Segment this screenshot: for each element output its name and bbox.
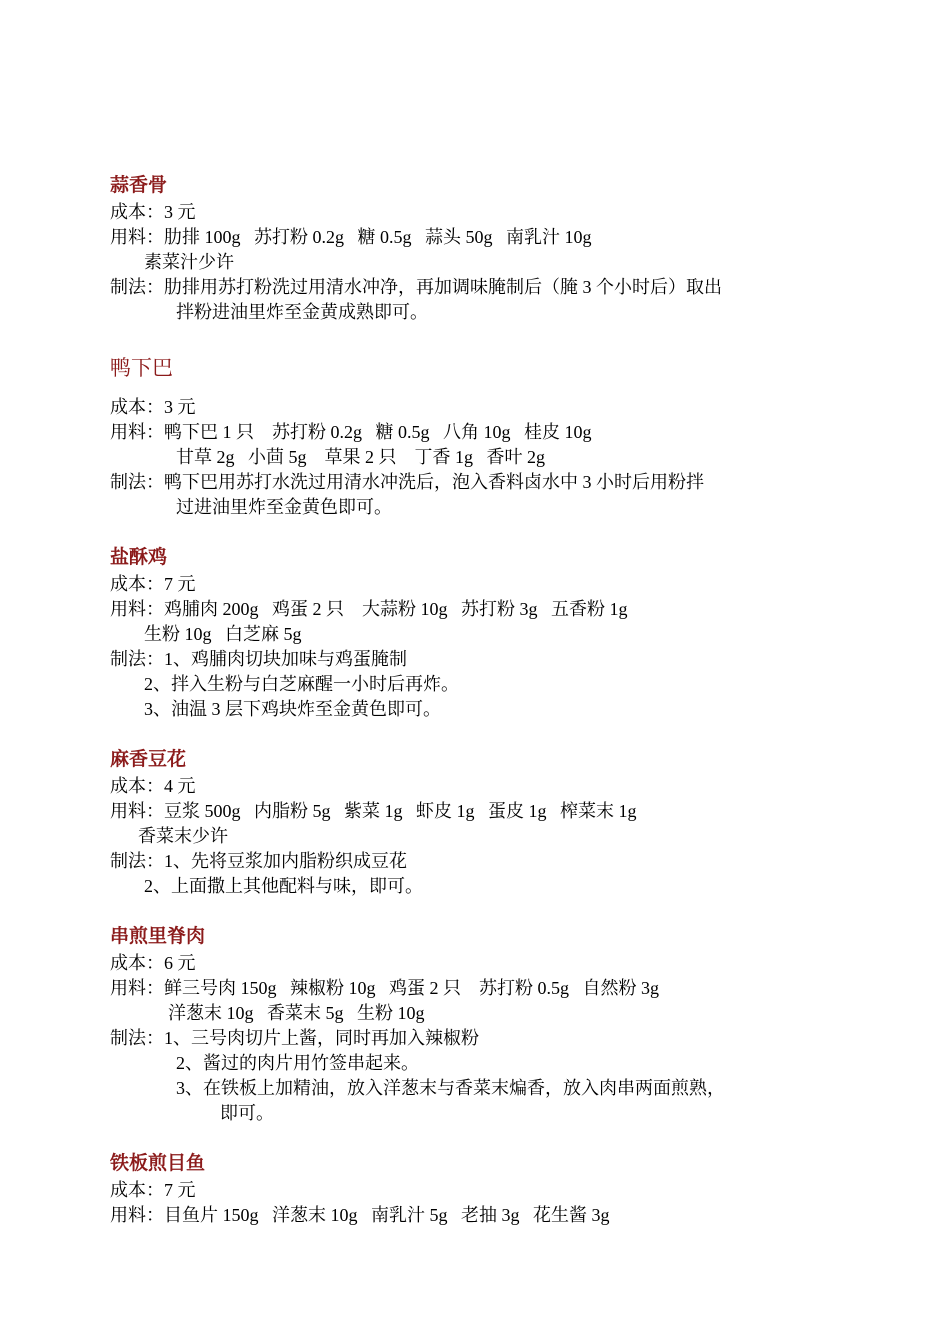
recipe-title: 盐酥鸡: [110, 546, 168, 568]
recipe-cost: 成本：7 元: [110, 574, 196, 594]
recipe-method: 制法：1、先将豆浆加内脂粉织成豆花: [110, 851, 407, 871]
recipe-cost: 成本：4 元: [110, 776, 196, 796]
recipe-step: 3、油温 3 层下鸡块炸至金黄色即可。: [144, 699, 441, 719]
recipe-document: [110, 170, 870, 1228]
recipe-method-cont: 过进油里炸至金黄色即可。: [176, 497, 392, 517]
recipe-ingredients-cont: 甘草 2g 小茴 5g 草果 2 只 丁香 1g 香叶 2g: [176, 447, 545, 467]
recipe-ingredients: 用料：鸭下巴 1 只 苏打粉 0.2g 糖 0.5g 八角 10g 桂皮 10g: [110, 422, 592, 442]
recipe-step: 2、拌入生粉与白芝麻醒一小时后再炸。: [144, 674, 459, 694]
recipe-title: 麻香豆花: [110, 748, 187, 770]
recipe-title: 鸭下巴: [110, 356, 173, 380]
recipe-title: 蒜香骨: [110, 174, 168, 196]
recipe-duck-chin: [110, 351, 870, 520]
recipe-title: 铁板煎目鱼: [110, 1152, 206, 1174]
recipe-sesame-tofu-pudding: [110, 744, 870, 899]
recipe-title: 串煎里脊肉: [110, 925, 206, 947]
recipe-ingredients-cont: 生粉 10g 白芝麻 5g: [144, 624, 302, 644]
recipe-step: 2、酱过的肉片用竹签串起来。: [176, 1053, 419, 1073]
recipe-salt-crispy-chicken: [110, 542, 870, 722]
recipe-ingredients: 用料：肋排 100g 苏打粉 0.2g 糖 0.5g 蒜头 50g 南乳汁 10g: [110, 227, 592, 247]
recipe-cost: 成本：3 元: [110, 202, 196, 222]
recipe-cost: 成本：6 元: [110, 953, 196, 973]
recipe-ingredients-cont: 素菜汁少许: [144, 252, 234, 272]
recipe-method: 制法：1、三号肉切片上酱，同时再加入辣椒粉: [110, 1028, 479, 1048]
recipe-step: 3、在铁板上加精油，放入洋葱末与香菜末煸香，放入肉串两面煎熟，: [176, 1078, 725, 1098]
recipe-method: 制法：肋排用苏打粉洗过用清水冲净，再加调味腌制后（腌 3 个小时后）取出: [110, 277, 722, 297]
recipe-ingredients-cont: 香菜末少许: [138, 826, 228, 846]
recipe-iron-plate-cuttlefish: [110, 1148, 870, 1228]
recipe-step-cont: 即可。: [220, 1103, 274, 1123]
recipe-ingredients: 用料：目鱼片 150g 洋葱末 10g 南乳汁 5g 老抽 3g 花生酱 3g: [110, 1205, 610, 1225]
recipe-cost: 成本：7 元: [110, 1180, 196, 1200]
recipe-ingredients: 用料：豆浆 500g 内脂粉 5g 紫菜 1g 虾皮 1g 蛋皮 1g 榨菜末 1g: [110, 801, 637, 821]
recipe-method: 制法：鸭下巴用苏打水洗过用清水冲洗后，泡入香料卤水中 3 小时后用粉拌: [110, 472, 704, 492]
recipe-cost: 成本：3 元: [110, 397, 196, 417]
recipe-garlic-ribs: [110, 170, 870, 325]
recipe-pan-fried-tenderloin-skewers: [110, 921, 870, 1126]
recipe-ingredients-cont: 洋葱末 10g 香菜末 5g 生粉 10g: [168, 1003, 425, 1023]
recipe-step: 2、上面撒上其他配料与味，即可。: [144, 876, 423, 896]
recipe-ingredients: 用料：鸡脯肉 200g 鸡蛋 2 只 大蒜粉 10g 苏打粉 3g 五香粉 1g: [110, 599, 628, 619]
recipe-method: 制法：1、鸡脯肉切块加味与鸡蛋腌制: [110, 649, 407, 669]
recipe-ingredients: 用料：鲜三号肉 150g 辣椒粉 10g 鸡蛋 2 只 苏打粉 0.5g 自然粉 3g: [110, 978, 659, 998]
recipe-method-cont: 拌粉进油里炸至金黄成熟即可。: [176, 302, 428, 322]
